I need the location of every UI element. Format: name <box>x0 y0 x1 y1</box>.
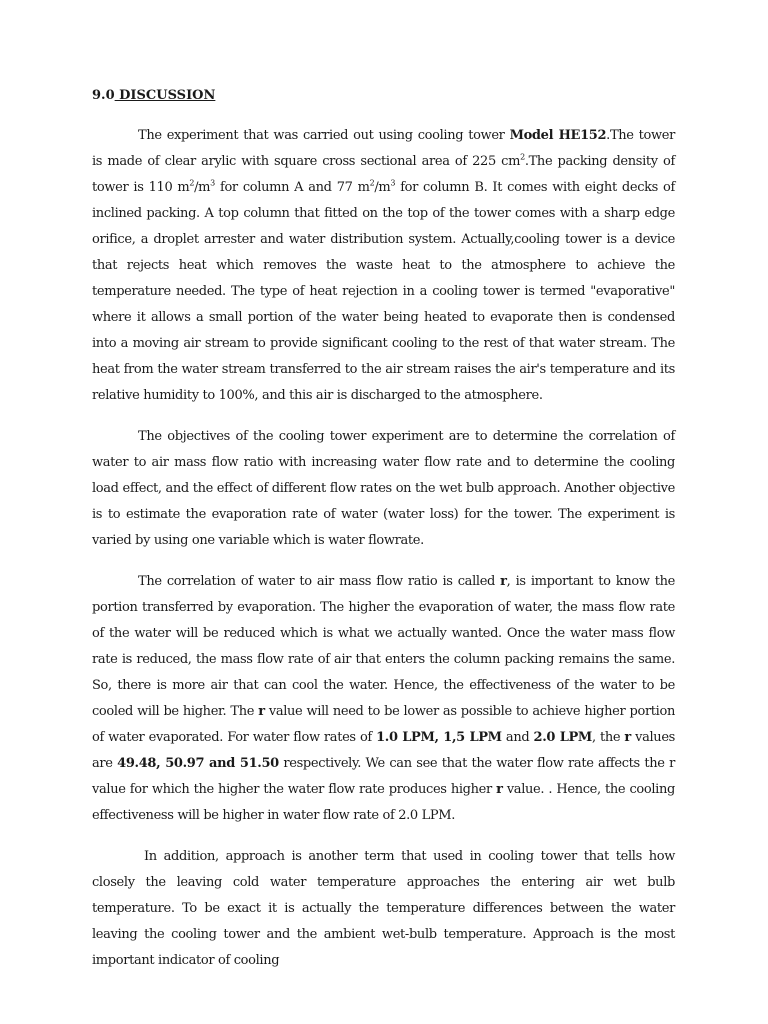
superscript: 2 <box>369 178 375 188</box>
r-values: 49.48, 50.97 and 51.50 <box>117 756 279 771</box>
text-run: respectively. We can see that the water flow rate affects the r value for which the higher the water flow rate produces higher <box>92 756 676 797</box>
superscript: 3 <box>210 178 215 188</box>
section-title: DISCUSSION <box>114 88 216 103</box>
paragraph-correlation <box>92 569 675 829</box>
text-run: The experiment that was carried out using cooling tower <box>138 128 510 143</box>
text-run: .The packing density of tower is 110 m <box>92 154 675 195</box>
text-run: for column B. It comes with eight decks of inclined packing. A top column that fitted on the top of the tower comes with a sharp edge orifice, a droplet arrester and water distribution system. Actually,cooling tower is a device that rejects heat which removes the waste heat to the atmosphere to achieve the temperature needed. The type of heat rejection in a cooling tower is termed "evaporative" where it allows a small portion of the water being heated to evaporate then is condensed into a moving air stream to provide significant cooling to the rest of that water stream. The heat from the water stream transferred to the air stream raises the air's temperature and its relative humidity to 100%, and this air is discharged to the atmosphere. <box>92 180 675 403</box>
paragraph-experiment <box>92 123 675 409</box>
text-run: and <box>501 730 534 745</box>
superscript: 3 <box>390 178 396 188</box>
superscript: 2 <box>189 178 195 188</box>
text-run: The correlation of water to air mass flow ratio is called <box>138 574 501 589</box>
text-run: , is important to know the portion transferred by evaporation. The higher the evaporation of water, the mass flow rate of the water will be reduced which is what we actually wanted. Once the water mass flow rate is reduced, the mass flow rate of air that enters the column packing remains the same. So, there is more air that can cool the water. Hence, the effectiveness of the water to be cooled will be higher. The <box>92 574 675 719</box>
model-name: Model HE152 <box>509 128 607 143</box>
flow-rates: 1.0 LPM, 1,5 LPM <box>376 730 502 745</box>
r-symbol: r <box>496 782 503 797</box>
r-symbol: r <box>258 704 265 719</box>
r-symbol: r <box>624 730 631 745</box>
text-run: /m <box>374 180 391 195</box>
text-run: , the <box>591 730 625 745</box>
paragraph-objectives: The objectives of the cooling tower experiment are to determine the correlation of water to air mass flow ratio with increasing water flow rate and to determine the cooling load effect, and the effect of different flow rates on the wet bulb approach. Another objective is to estimate the evaporation rate of water (water loss) for the tower. The experiment is varied by using one variable which is water flowrate. <box>92 429 675 548</box>
paragraph-approach: In addition, approach is another term that used in cooling tower that tells how closely the leaving cold water temperature approaches the entering air wet bulb temperature. To be exact it is actually the temperature differences between the water leaving the cooling tower and the ambient wet-bulb temperature. Approach is the most important indicator of cooling <box>92 849 675 968</box>
text-run: /m <box>194 180 211 195</box>
text-run: .The tower is made of clear arylic with square cross sectional area of 225 cm <box>92 128 675 169</box>
r-symbol: r <box>500 574 507 589</box>
superscript: 2 <box>520 152 525 162</box>
text-run: value will need to be lower as possible to achieve higher portion of water evaporated. For water flow rates of <box>92 704 675 745</box>
text-run: values are <box>92 730 675 771</box>
text-run: value. . Hence, the cooling effectiveness will be higher in water flow rate of 2.0 LPM. <box>92 782 675 823</box>
section-number: 9.0 <box>92 88 115 103</box>
document-page <box>92 86 675 989</box>
text-run: for column A and 77 m <box>214 180 370 195</box>
flow-rate: 2.0 LPM <box>533 730 592 745</box>
section-heading <box>92 86 675 106</box>
